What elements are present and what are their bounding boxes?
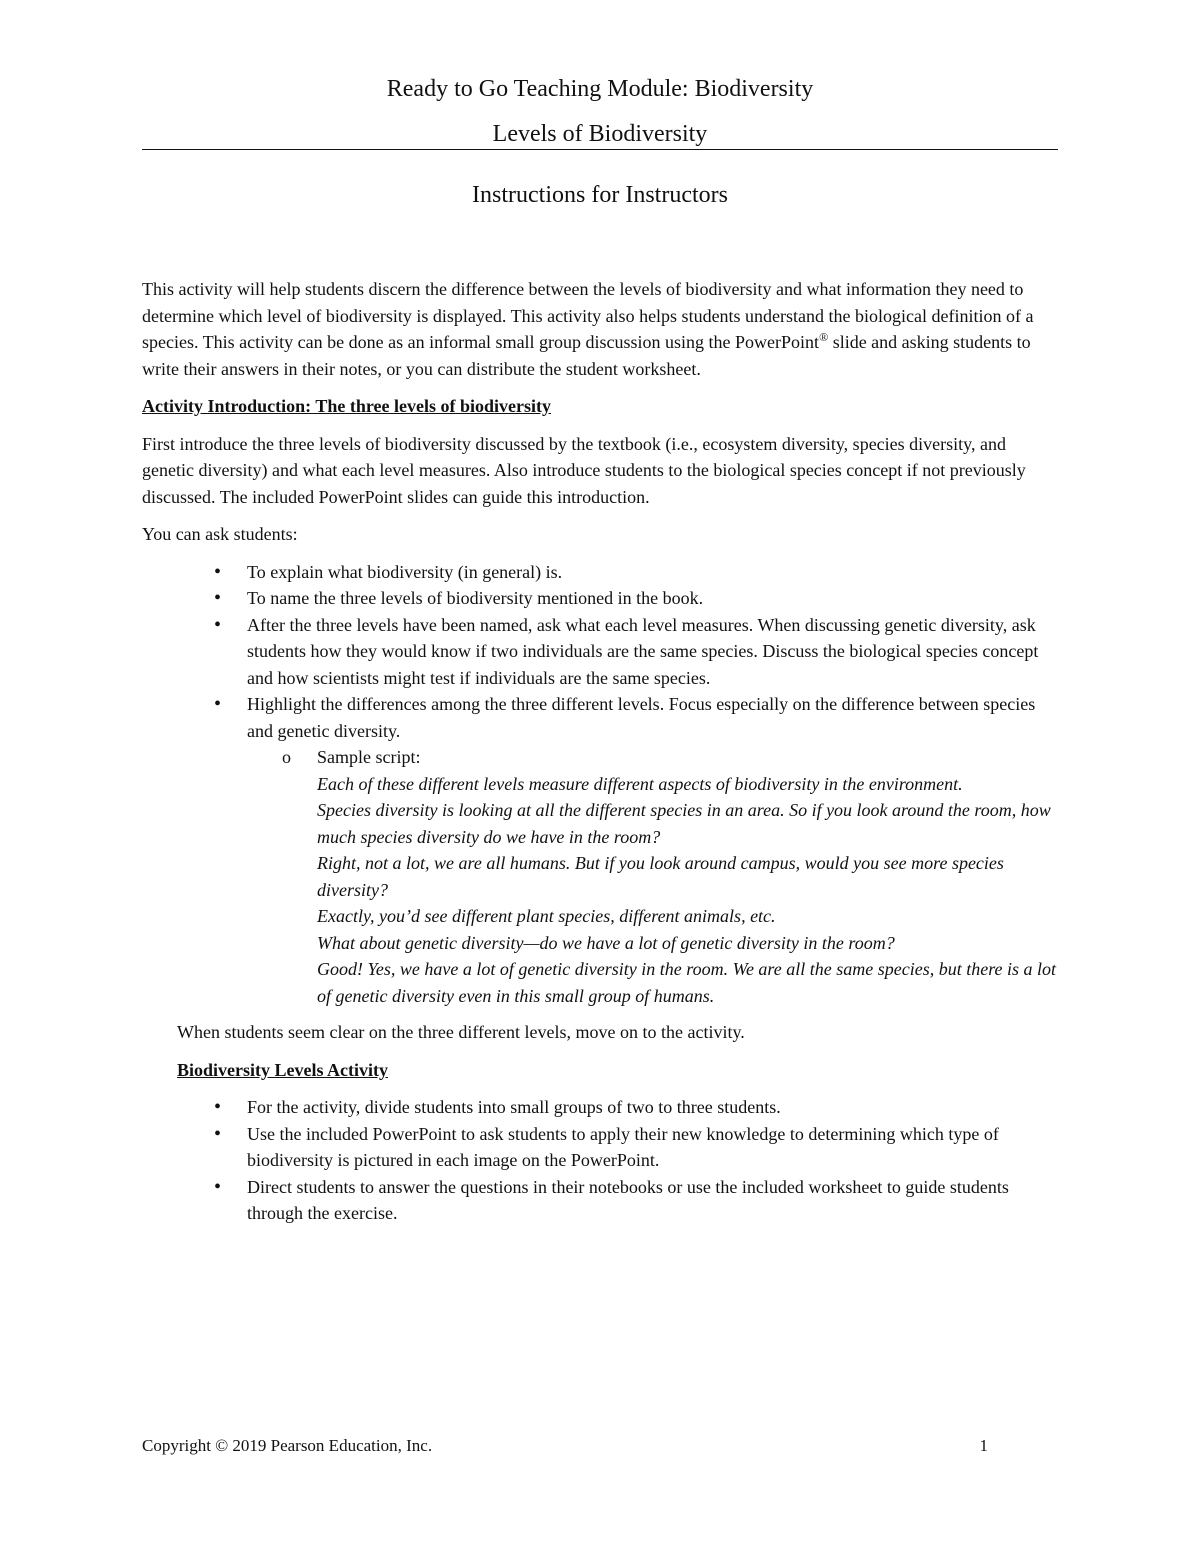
list-item: • Use the included PowerPoint to ask students to apply their new knowledge to determining which type of biodiversity is pictured in each image on the PowerPoint. — [142, 1121, 1062, 1174]
list-item: • To name the three levels of biodiversity mentioned in the book. — [142, 585, 1062, 612]
list-item: • For the activity, divide students into small groups of two to three students. — [142, 1094, 1062, 1121]
list-item: • Direct students to answer the questions in their notebooks or use the included worksheet to guide students through the exercise. — [142, 1174, 1062, 1227]
question-list — [142, 559, 1062, 1010]
script-line: Exactly, you’d see different plant species, different animals, etc. — [317, 906, 776, 926]
document-subtitle: Levels of Biodiversity — [492, 121, 708, 147]
page-number: 1 — [979, 1436, 988, 1455]
transition-paragraph: When students seem clear on the three different levels, move on to the activity. — [177, 1022, 745, 1042]
introduction-paragraph: First introduce the three levels of biodiversity discussed by the textbook (i.e., ecosystem diversity, species diversity, and genetic diversity) and what each level measures. Also introduce students to the biological species concept if not previously discussed. The included PowerPoint slides can guide this introduction. — [142, 433, 1026, 507]
script-line: Species diversity is looking at all the different species in an area. So if you look around the room, how much species diversity do we have in the room? — [317, 800, 1051, 847]
list-item — [142, 691, 1062, 1009]
sample-script-item — [247, 744, 1062, 1009]
document-body — [142, 276, 1062, 1237]
script-line: Right, not a lot, we are all humans. But if you look around campus, would you see more species diversity? — [317, 853, 1004, 900]
document-heading: Instructions for Instructors — [472, 182, 728, 208]
intro-paragraph — [142, 276, 1062, 382]
list-item-text: Highlight the differences among the three different levels. Focus especially on the difference between species and genetic diversity. — [247, 694, 1036, 741]
document-title: Ready to Go Teaching Module: Biodiversity — [386, 76, 814, 102]
sub-bullet-marker: o — [282, 747, 291, 767]
list-item: • To explain what biodiversity (in general) is. — [142, 559, 1062, 586]
ask-students-label: You can ask students: — [142, 524, 298, 544]
list-item: • After the three levels have been named, ask what each level measures. When discussing genetic diversity, ask students how they would know if two individuals are the same species. Discuss the biological species concept and how scientists might test if individuals are the same species. — [142, 612, 1062, 692]
registered-mark: ® — [819, 330, 829, 344]
sample-script — [317, 771, 1062, 1010]
copyright-notice: Copyright © 2019 Pearson Education, Inc. — [142, 1436, 433, 1455]
intro-text-before: This activity will help students discern the difference between the levels of biodiversity and what information they need to determine which level of biodiversity is displayed. This activity also helps students understand the biological definition of a species. This activity can be done as an informal small group discussion using the PowerPoint — [142, 279, 1034, 352]
intro-text-after: slide and asking students to write their answers in their notes, or you can distribute the student worksheet. — [142, 332, 1031, 379]
section-heading-activity: Biodiversity Levels Activity — [177, 1059, 388, 1080]
sample-script-label: Sample script: — [317, 747, 421, 767]
activity-list — [142, 1094, 1062, 1227]
script-line: Good! Yes, we have a lot of genetic diversity in the room. We are all the same species, but there is a lot of genetic diversity even in this small group of humans. — [317, 959, 1057, 1006]
section-heading-introduction: Activity Introduction: The three levels of biodiversity — [142, 396, 551, 416]
script-line: What about genetic diversity—do we have a lot of genetic diversity in the room? — [317, 932, 895, 953]
header-divider — [142, 149, 1058, 150]
script-line: Each of these different levels measure different aspects of biodiversity in the environment. — [317, 773, 963, 794]
